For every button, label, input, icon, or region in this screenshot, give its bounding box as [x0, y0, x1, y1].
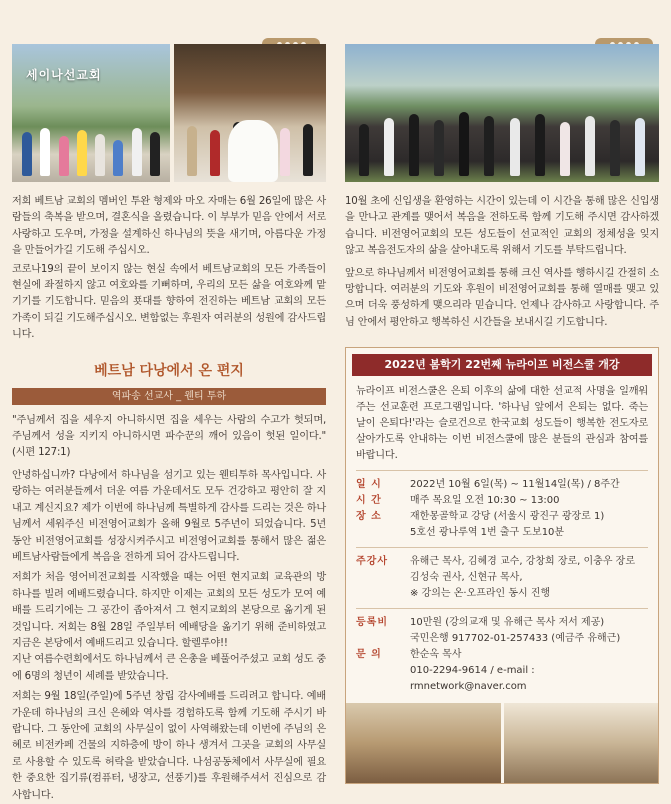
info-value: 국민은행 917702-01-257433 (예금주 유해근) [410, 633, 621, 645]
box-intro: 뉴라이프 비전스쿨은 은퇴 이후의 삶에 대한 선교적 사명을 일깨워주는 선교훈련 프로그램입니다. '하나님 앞에서 은퇴는 없다. 죽는 날이 은퇴다!'라는 슬로건으로 한국교회 성도들이 행복한 전도자로 살아가도록 안내하는 이번 비전스쿨에 많은 분들의 관심과 참여를 바랍니다. [356, 386, 648, 462]
right-column [345, 0, 659, 784]
group-photo [345, 44, 659, 182]
info-key: 일 시 [356, 479, 382, 491]
info-key: 시 간 [356, 495, 382, 507]
paragraph: 지난 여름수련회에서도 하나님께서 큰 은총을 베풀어주셨고 교회 성도 중에 6명의 청년이 세례를 받았습니다. [12, 654, 326, 682]
paragraph: 코로나19의 끝이 보이지 않는 현실 속에서 베트남교회의 모든 가족들이 현실에 좌절하지 않고 여호와를 기뻐하며, 우리의 모든 삶을 여호와께 맡기기를 기도합니다. 믿음의 푯대를 향하여 전진하는 베트남 교회의 모든 가족이 되길 기도해주십시오. 변함없는 후원자 여러분의 성원에 감사드립니다. [12, 263, 326, 341]
info-key [356, 631, 406, 647]
info-value: 매주 목요일 오전 10:30 ~ 13:00 [410, 495, 560, 507]
info-key: 문 의 [356, 649, 382, 661]
divider [356, 470, 648, 471]
info-value: 유해근 목사, 김혜경 교수, 강창희 장로, 이충우 장로 [410, 556, 635, 568]
lecture-photos [346, 703, 658, 783]
divider [356, 547, 648, 548]
bible-quote: "주님께서 집을 세우지 아니하시면 집을 세우는 사람의 수고가 헛되며, 주님께서 성을 지키지 아니하시면 파수꾼의 깨어 있음이 헛된 일이다."(시편 127:1) [12, 414, 326, 459]
info-key [356, 570, 406, 586]
info-value: ※ 강의는 온·오프라인 동시 진행 [410, 588, 551, 600]
church-group-photo [12, 44, 170, 182]
info-key: 등록비 [356, 617, 388, 629]
info-key: 장 소 [356, 511, 382, 523]
box-title: 2022년 봄학기 22번째 뉴라이프 비전스쿨 개강 [352, 354, 652, 376]
wedding-photos [12, 44, 326, 182]
letter-title: 베트남 다낭에서 온 편지 [94, 362, 244, 379]
paragraph: 안녕하십니까? 다낭에서 하나님을 섬기고 있는 웬티투하 목사입니다. 사랑하는 여러분들께서 더운 여름 가운데서도 모두 건강하고 평안히 잘 지내고 계신지요? 제가 이번에 하나님께 특별하게 감사를 드리는 것은 하나님께서 세워주신 비전영어교회가 올해 9월로 5주년이 되었습니다. 5년 동안 비전영어교회를 성장시켜주시고 비전영어교회를 통해서 많은 젊은 베트남사람들에게 복음을 전하게 되어 감사드립니다. [12, 469, 326, 563]
wedding-dress [228, 120, 278, 182]
congregation-photo [345, 44, 659, 182]
paragraph: 저희 베트남 교회의 멤버인 투완 형제와 마오 자매는 6월 26일에 많은 사람들의 축복을 받으며, 결혼식을 올렸습니다. 이 부부가 믿음 안에서 서로 사랑하고 도우며, 가정을 설계하신 하나님의 뜻을 새기며, 아름다운 가정을 만들어가길 기도해 주십시오. [12, 196, 326, 257]
info-key: 주강사 [356, 556, 388, 568]
contact-email: 010-2294-9614 / e-mail : rmnetwork@naver.com [410, 665, 535, 693]
registration-info [356, 615, 648, 695]
paragraph: 저희가 처음 영어비전교회를 시작했을 때는 어떤 현지교회 교육관의 방 하나를 빌려 예배드렸습니다. 하지만 이제는 교회의 모든 성도가 모여 예배를 드리기에는 그 공간이 좁아져서 그 현지교회의 본당으로 옮기게 된 것입니다. 저희는 8월 28일 주일부터 예배당을 옮기기 위해 준비하였고 지금은 본당에서 예배드리고 있습니다. 할렐루야!! [12, 572, 326, 649]
left-column [12, 0, 326, 804]
paragraph: 10월 초에 신입생을 환영하는 시간이 있는데 이 시간을 통해 많은 신입생을 만나고 관계를 맺어서 복음을 전하도록 함께 기도해 주시면 감사하겠습니다. 비전영어교회의 모든 성도들이 선교적인 교회의 정체성을 잊지 않고 복음전도자의 삶을 살아내도록 위해서 기도를 부탁드립니다. [345, 196, 659, 257]
church-sign: 세이나선교회 [26, 68, 102, 82]
lecture-photo [346, 703, 501, 783]
info-value: 한순옥 목사 [410, 649, 462, 661]
info-key [356, 586, 406, 602]
info-key [356, 663, 406, 695]
lecturer-info [356, 554, 648, 602]
info-value: 10만원 (강의교재 및 유해근 목사 저서 제공) [410, 617, 605, 629]
wedding-ceremony-photo [174, 44, 326, 182]
vision-school-box [345, 347, 659, 784]
paragraph: 앞으로 하나님께서 비전영어교회를 통해 크신 역사를 행하시길 간절히 소망합니다. 여러분의 기도와 후원이 비전영어교회를 통해 열매를 맺고 있으며 더욱 풍성하게 맺으리라 믿습니다. 언제나 감사하고 사랑합니다. 주님 안에서 평안하고 행복하신 시간들을 보내시길 기도합니다. [345, 267, 659, 328]
lecture-photo [504, 703, 659, 783]
paragraph: 저희는 9월 18일(주일)에 5주년 창립 감사예배를 드리려고 합니다. 예배 가운데 하나님의 크신 은혜와 역사를 경험하도록 함께 기도해 주시기 바랍니다. 그 동안에 교회의 사무실이 없이 사역해왔는데 이번에 주님의 은혜로 비전카페 건물의 지하층에 방이 하나 생겨서 그곳을 교회의 사무실로 사용할 수 있도록 허락을 받았습니다. 나섬공동체에서 사무실에 필요한 중요한 집기류(컴퓨터, 냉장고, 선풍기)를 후원해주셔서 진심으로 감사합니다. [12, 691, 326, 801]
info-value: 김성숙 권사, 신현규 목사, [410, 572, 523, 584]
divider [356, 608, 648, 609]
schedule-info [356, 477, 648, 541]
info-value: 2022년 10월 6일(목) ~ 11월14일(목) / 8주간 [410, 479, 620, 491]
info-key [356, 525, 406, 541]
info-value: 재한몽골학교 강당 (서울시 광진구 광장로 1) [410, 511, 605, 523]
letter-author: 역파송 선교사 _ 웬티 투하 [12, 388, 326, 405]
info-value: 5호선 광나루역 1번 출구 도보10분 [410, 527, 565, 539]
